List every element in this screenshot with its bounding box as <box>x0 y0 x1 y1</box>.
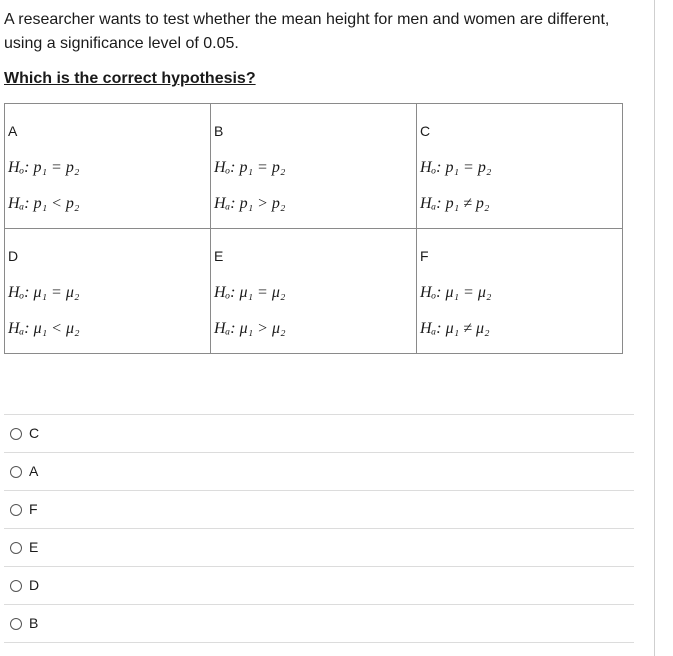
table-row <box>5 104 623 229</box>
answer-option-e[interactable] <box>4 529 634 567</box>
answer-option-a[interactable] <box>4 453 634 491</box>
alternative-hypothesis: Hₐ: p₁ > p₂ <box>214 195 286 212</box>
question-prompt: Which is the correct hypothesis? <box>4 70 256 87</box>
answer-option-label: C <box>29 425 40 441</box>
radio-button[interactable] <box>10 580 22 592</box>
answer-choices <box>4 414 634 643</box>
radio-button[interactable] <box>10 428 22 440</box>
cell-label: C <box>420 123 431 139</box>
hypothesis-cell-b <box>211 104 417 229</box>
answer-option-label: D <box>29 577 40 593</box>
null-hypothesis: Hₒ: p₁ = p₂ <box>8 159 80 176</box>
cell-label: D <box>8 248 19 264</box>
hypothesis-cell-c <box>417 104 623 229</box>
answer-option-label: B <box>29 615 39 631</box>
answer-option-label: E <box>29 539 39 555</box>
alternative-hypothesis: Hₐ: μ₁ > μ₂ <box>214 320 286 337</box>
null-hypothesis: Hₒ: p₁ = p₂ <box>420 159 492 176</box>
answer-option-f[interactable] <box>4 491 634 529</box>
page-right-border <box>654 0 655 656</box>
alternative-hypothesis: Hₐ: p₁ ≠ p₂ <box>420 195 490 212</box>
answer-option-c[interactable] <box>4 415 634 453</box>
hypotheses-table <box>4 103 623 354</box>
hypothesis-cell-f <box>417 229 623 354</box>
answer-option-label: F <box>29 501 38 517</box>
radio-button[interactable] <box>10 542 22 554</box>
hypothesis-cell-d <box>5 229 211 354</box>
cell-label: F <box>420 248 429 264</box>
hypothesis-cell-e <box>211 229 417 354</box>
radio-button[interactable] <box>10 504 22 516</box>
cell-label: E <box>214 248 224 264</box>
alternative-hypothesis: Hₐ: μ₁ < μ₂ <box>8 320 80 337</box>
alternative-hypothesis: Hₐ: p₁ < p₂ <box>8 195 80 212</box>
table-row <box>5 229 623 354</box>
hypothesis-cell-a <box>5 104 211 229</box>
null-hypothesis: Hₒ: p₁ = p₂ <box>214 159 286 176</box>
alternative-hypothesis: Hₐ: μ₁ ≠ μ₂ <box>420 320 490 337</box>
cell-label: B <box>214 123 224 139</box>
null-hypothesis: Hₒ: μ₁ = μ₂ <box>420 284 492 301</box>
question-text: A researcher wants to test whether the mean height for men and women are different, using a significance level of 0.05. <box>4 11 610 52</box>
null-hypothesis: Hₒ: μ₁ = μ₂ <box>8 284 80 301</box>
null-hypothesis: Hₒ: μ₁ = μ₂ <box>214 284 286 301</box>
answer-option-d[interactable] <box>4 567 634 605</box>
radio-button[interactable] <box>10 466 22 478</box>
answer-option-label: A <box>29 463 39 479</box>
cell-label: A <box>8 123 18 139</box>
radio-button[interactable] <box>10 618 22 630</box>
answer-option-b[interactable] <box>4 605 634 643</box>
